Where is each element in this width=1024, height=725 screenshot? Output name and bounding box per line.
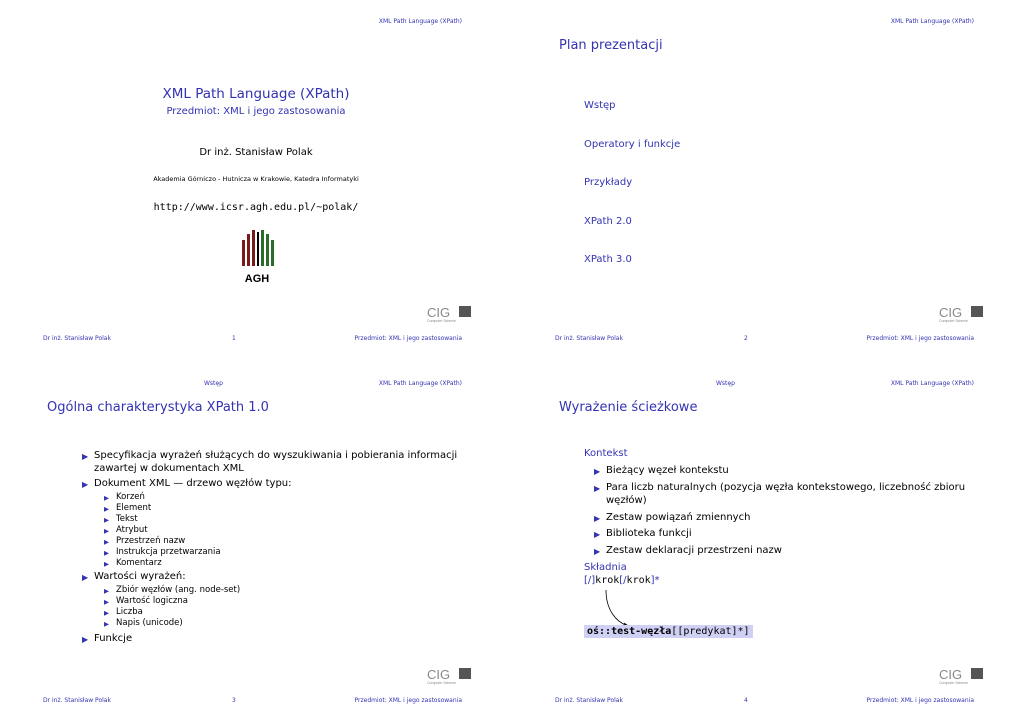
cig-logo <box>939 305 984 323</box>
slide-2 <box>512 0 1024 362</box>
sub-bullet-icon: ▶ <box>104 549 109 557</box>
sub-bullet-text: Element <box>116 503 152 513</box>
toc-item[interactable]: XPath 3.0 <box>584 254 632 265</box>
agh-logo <box>240 230 274 284</box>
cig-logo-subtext: Computer Science <box>939 681 968 685</box>
bullet-icon: ▶ <box>594 547 601 556</box>
bullet-icon: ▶ <box>82 573 89 582</box>
footer-course: Przedmiot: XML i jego zastosowania <box>354 697 462 704</box>
slide-header-title: XML Path Language (XPath) <box>378 380 462 387</box>
slide-header-title: XML Path Language (XPath) <box>378 18 462 25</box>
bullet-icon: ▶ <box>594 484 601 493</box>
footer-author: Dr inż. Stanisław Polak <box>43 335 111 342</box>
cig-logo-text: CIG <box>939 667 963 682</box>
cig-logo-text: CIG <box>427 305 451 320</box>
bullet-text: Zestaw deklaracji przestrzeni nazw <box>606 545 782 556</box>
step-predicate: [[predykat]*] <box>671 626 750 637</box>
cig-logo-subtext: Computer Science <box>427 319 456 323</box>
page-number: 4 <box>744 697 748 704</box>
bullet-icon: ▶ <box>82 452 89 461</box>
syntax-expression <box>584 575 660 586</box>
sub-bullet-icon: ▶ <box>104 598 109 606</box>
sub-bullet-icon: ▶ <box>104 505 109 513</box>
bullet-text: Dokument XML — drzewo węzłów typu: <box>94 478 292 489</box>
syntax-part: [/] <box>584 575 596 586</box>
sub-bullet-icon: ▶ <box>104 587 109 595</box>
cig-logo-text: CIG <box>427 667 451 682</box>
bullet-text-cont: węzłów) <box>606 495 647 506</box>
syntax-part: ]* <box>650 575 660 586</box>
bullet-text-cont: zawartej w dokumentach XML <box>94 463 244 474</box>
frame-title: Plan prezentacji <box>559 38 663 53</box>
cig-logo <box>939 667 984 685</box>
toc-item[interactable]: Operatory i funkcje <box>584 139 681 150</box>
sub-bullet-icon: ▶ <box>104 609 109 617</box>
author-url[interactable]: http://www.icsr.agh.edu.pl/~polak/ <box>153 202 359 213</box>
sub-bullet-text: Napis (unicode) <box>116 618 183 628</box>
page-number: 2 <box>744 335 748 342</box>
sub-bullet-text: Wartość logiczna <box>116 596 188 606</box>
sub-bullet-text: Liczba <box>116 607 143 617</box>
slide-4 <box>512 362 1024 724</box>
page-number: 3 <box>232 697 236 704</box>
toc-item[interactable]: XPath 2.0 <box>584 216 632 227</box>
presentation-subtitle: Przedmiot: XML i jego zastosowania <box>166 106 346 117</box>
frame-title: Wyrażenie ścieżkowe <box>559 400 698 415</box>
syntax-part: [/ <box>619 575 627 586</box>
context-label: Kontekst <box>584 448 628 459</box>
agh-logo-text: AGH <box>244 273 270 284</box>
presentation-title: XML Path Language (XPath) <box>162 86 350 102</box>
sub-bullet-icon: ▶ <box>104 560 109 568</box>
footer-course: Przedmiot: XML i jego zastosowania <box>866 335 974 342</box>
slide-header-section: Wstęp <box>716 380 735 387</box>
bullet-text: Bieżący węzeł kontekstu <box>606 465 729 476</box>
sub-bullet-text: Zbiór węzłów (ang. node-set) <box>116 585 241 595</box>
footer-course: Przedmiot: XML i jego zastosowania <box>354 335 462 342</box>
sub-bullet-icon: ▶ <box>104 527 109 535</box>
sub-bullet-icon: ▶ <box>104 538 109 546</box>
sub-bullet-text: Tekst <box>116 514 138 524</box>
sub-bullet-text: Komentarz <box>116 558 162 568</box>
bullet-text: Para liczb naturalnych (pozycja węzła kontekstowego, liczebność zbioru <box>606 482 966 493</box>
sub-bullet-icon: ▶ <box>104 620 109 628</box>
syntax-label: Składnia <box>584 562 627 573</box>
footer-author: Dr inż. Stanisław Polak <box>555 697 623 704</box>
sub-bullet-icon: ▶ <box>104 494 109 502</box>
bullet-icon: ▶ <box>594 467 601 476</box>
bullet-icon: ▶ <box>82 635 89 644</box>
bullet-icon: ▶ <box>594 514 601 523</box>
toc-item[interactable]: Wstęp <box>584 100 616 111</box>
cig-logo-subtext: Computer Science <box>427 681 456 685</box>
slide-header-title: XML Path Language (XPath) <box>890 18 974 25</box>
step-axis-test: oś::test-węzła <box>587 626 672 637</box>
footer-course: Przedmiot: XML i jego zastosowania <box>866 697 974 704</box>
institution: Akademia Górniczo - Hutnicza w Krakowie, Katedra Informatyki <box>153 175 359 183</box>
sub-bullet-text: Przestrzeń nazw <box>116 536 186 546</box>
cig-logo <box>427 305 472 323</box>
author-name: Dr inż. Stanisław Polak <box>199 147 313 158</box>
cig-logo-text: CIG <box>939 305 963 320</box>
syntax-step: krok <box>595 575 620 586</box>
bullet-text: Specyfikacja wyrażeń służących do wyszukiwania i pobierania informacji <box>94 450 458 461</box>
bullet-text: Biblioteka funkcji <box>606 528 692 539</box>
bullet-text: Wartości wyrażeń: <box>94 571 186 582</box>
frame-title: Ogólna charakterystyka XPath 1.0 <box>47 400 269 415</box>
bullet-text: Funkcje <box>94 633 133 644</box>
sub-bullet-text: Instrukcja przetwarzania <box>116 547 221 557</box>
footer-author: Dr inż. Stanisław Polak <box>43 697 111 704</box>
toc-item[interactable]: Przykłady <box>584 177 633 188</box>
sub-bullet-text: Atrybut <box>116 525 148 535</box>
bullet-icon: ▶ <box>594 530 601 539</box>
step-syntax-box <box>584 625 753 638</box>
slide-header-title: XML Path Language (XPath) <box>890 380 974 387</box>
cig-logo <box>427 667 472 685</box>
bullet-icon: ▶ <box>82 480 89 489</box>
arrow-icon <box>602 588 632 630</box>
page-number: 1 <box>232 335 236 342</box>
sub-bullet-text: Korzeń <box>116 492 145 502</box>
bullet-text: Zestaw powiązań zmiennych <box>606 512 751 523</box>
slide-3 <box>0 362 512 724</box>
syntax-step: krok <box>626 575 651 586</box>
slide-header-section: Wstęp <box>204 380 223 387</box>
footer-author: Dr inż. Stanisław Polak <box>555 335 623 342</box>
sub-bullet-icon: ▶ <box>104 516 109 524</box>
cig-logo-subtext: Computer Science <box>939 319 968 323</box>
slide-1 <box>0 0 512 362</box>
